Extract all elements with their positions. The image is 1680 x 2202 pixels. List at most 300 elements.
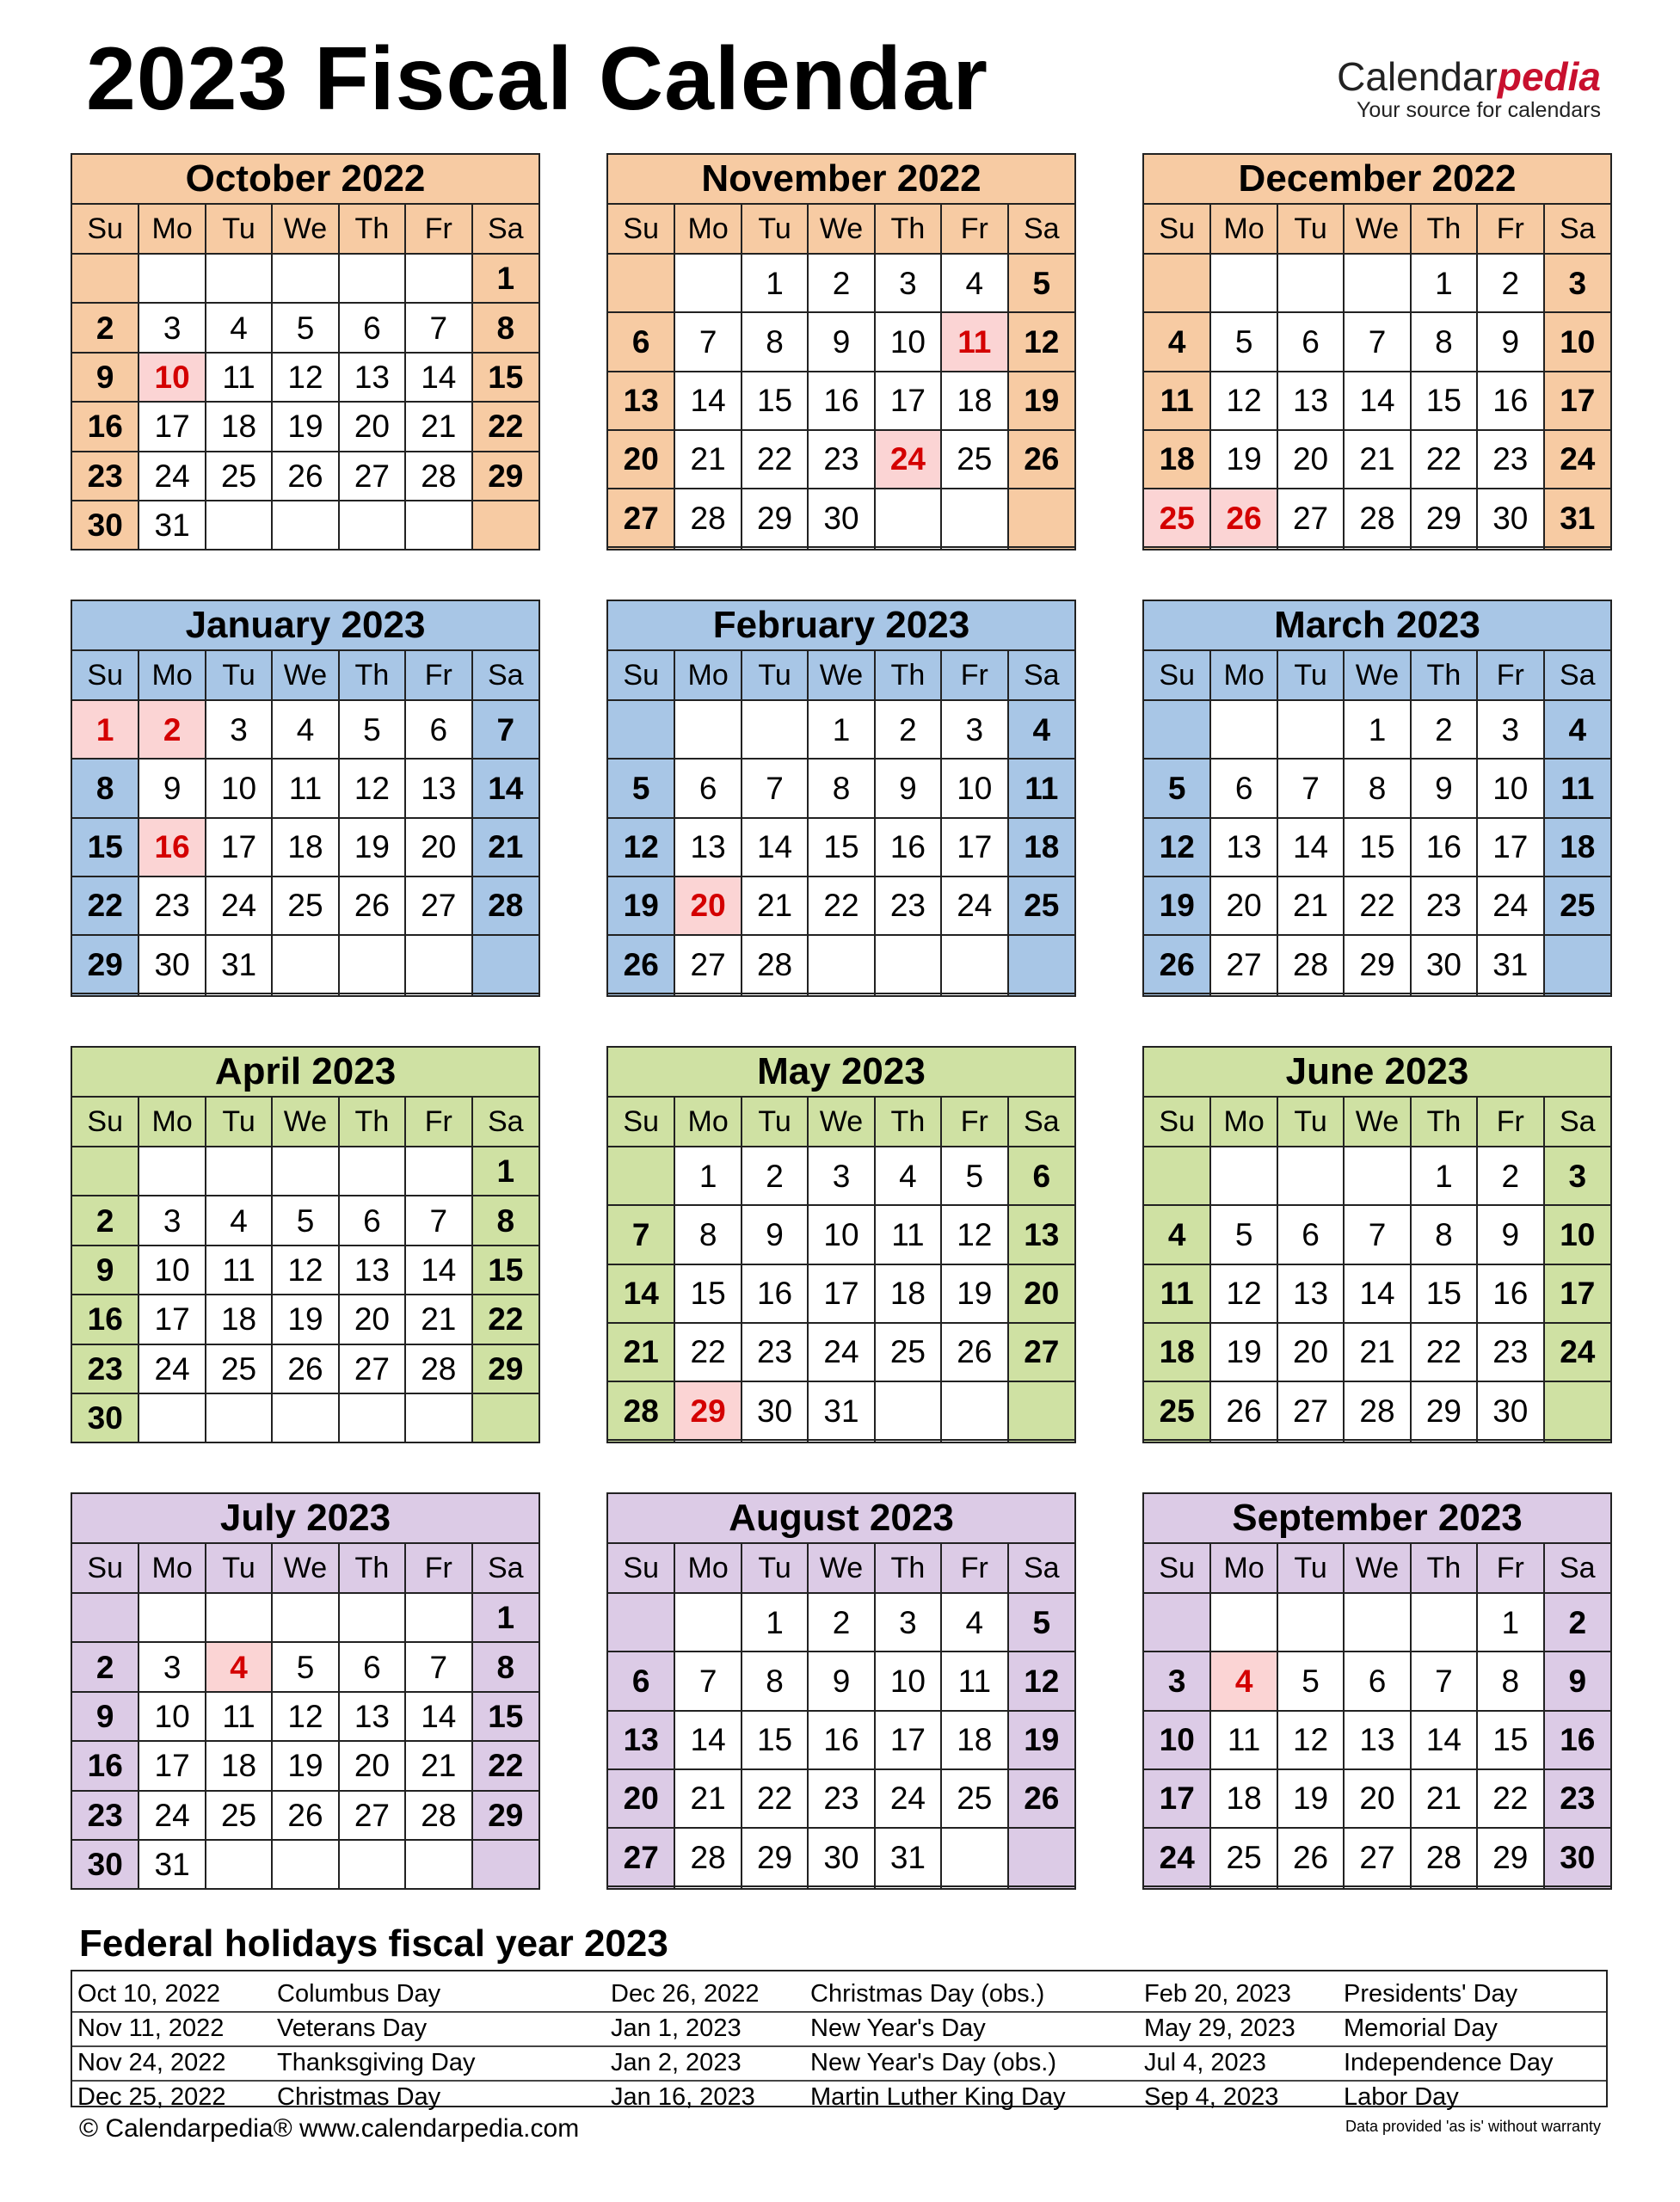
empty-day-cell [742, 1440, 808, 1442]
day-cell: 21 [742, 876, 808, 935]
day-cell: 1 [1344, 700, 1410, 759]
day-cell: 21 [1277, 876, 1344, 935]
empty-day-cell [1477, 1440, 1543, 1442]
day-cell: 28 [742, 935, 808, 993]
day-cell: 29 [742, 1828, 808, 1886]
empty-day-cell [1008, 993, 1074, 995]
day-cell: 7 [674, 312, 741, 371]
holiday-name: Independence Day [1344, 2049, 1554, 2076]
weekday-header: Th [875, 204, 941, 254]
empty-day-cell [206, 1593, 272, 1642]
weekday-header: Th [339, 1097, 405, 1147]
day-cell: 15 [742, 1711, 808, 1769]
day-cell: 26 [941, 1323, 1007, 1381]
empty-day-cell [1008, 1440, 1074, 1442]
day-cell: 13 [1277, 1264, 1344, 1323]
weekday-header: Mo [674, 650, 741, 700]
day-cell: 20 [1277, 430, 1344, 489]
day-cell: 12 [1277, 1711, 1344, 1769]
holiday-date: Jul 4, 2023 [1144, 2049, 1266, 2076]
day-cell: 5 [272, 1642, 338, 1691]
day-cell: 4 [1144, 1205, 1210, 1264]
day-cell: 14 [608, 1264, 674, 1323]
day-cell: 10 [138, 1246, 205, 1295]
day-cell: 9 [72, 1246, 138, 1295]
day-cell: 2 [1477, 1147, 1543, 1205]
empty-day-cell [1411, 547, 1477, 549]
day-cell: 15 [472, 1246, 538, 1295]
day-cell: 20 [339, 1741, 405, 1790]
day-cell: 1 [1411, 254, 1477, 312]
day-cell: 13 [1277, 372, 1344, 430]
day-cell: 25 [941, 1769, 1007, 1828]
empty-day-cell [1544, 993, 1610, 995]
day-cell: 16 [72, 1741, 138, 1790]
empty-day-cell [941, 1828, 1007, 1886]
month-name: March 2023 [1144, 601, 1610, 650]
weekday-header: Sa [1008, 1097, 1074, 1147]
weekday-header: Tu [742, 1097, 808, 1147]
day-cell: 6 [1277, 1205, 1344, 1264]
holiday-name: Columbus Day [277, 1980, 441, 2008]
empty-day-cell [138, 993, 205, 995]
holiday-name: Presidents' Day [1344, 1980, 1518, 2008]
empty-day-cell [875, 1440, 941, 1442]
day-cell: 22 [472, 1295, 538, 1344]
day-cell: 24 [138, 1791, 205, 1840]
weekday-header: Sa [1544, 204, 1610, 254]
empty-day-cell [1008, 935, 1074, 993]
day-cell: 16 [1411, 818, 1477, 876]
month-name: June 2023 [1144, 1048, 1610, 1097]
day-cell: 4 [1144, 312, 1210, 371]
day-cell: 27 [1277, 1381, 1344, 1440]
holiday-name: New Year's Day (obs.) [810, 2049, 1056, 2076]
day-cell: 19 [1210, 1323, 1277, 1381]
empty-day-cell [808, 993, 874, 995]
day-cell: 4 [206, 303, 272, 352]
empty-day-cell [272, 1147, 338, 1196]
weekday-header: Mo [674, 1543, 741, 1593]
day-cell: 28 [1411, 1828, 1477, 1886]
day-cell: 10 [1477, 759, 1543, 817]
holiday-date: Jan 16, 2023 [611, 2083, 755, 2111]
weekday-header: Sa [1008, 650, 1074, 700]
day-cell: 27 [339, 1344, 405, 1393]
day-cell: 9 [1411, 759, 1477, 817]
day-cell: 11 [1144, 372, 1210, 430]
day-cell: 6 [339, 1196, 405, 1245]
day-cell: 10 [875, 1652, 941, 1710]
day-cell: 10 [1144, 1711, 1210, 1769]
empty-day-cell [674, 1593, 741, 1652]
empty-day-cell [941, 935, 1007, 993]
day-cell: 25 [1008, 876, 1074, 935]
empty-day-cell [1344, 547, 1410, 549]
day-cell: 13 [1008, 1205, 1074, 1264]
empty-day-cell [272, 501, 338, 549]
day-cell: 20 [1277, 1323, 1344, 1381]
day-cell: 6 [608, 1652, 674, 1710]
day-cell: 4 [1544, 700, 1610, 759]
weekday-header: Tu [742, 1543, 808, 1593]
empty-day-cell [674, 254, 741, 312]
day-cell: 8 [742, 1652, 808, 1710]
holiday-row [77, 2080, 594, 2114]
day-cell: 19 [941, 1264, 1007, 1323]
day-cell: 31 [808, 1381, 874, 1440]
day-cell: 20 [339, 402, 405, 451]
empty-day-cell [138, 1147, 205, 1196]
day-cell: 1 [472, 254, 538, 303]
day-cell: 20 [1344, 1769, 1410, 1828]
day-cell: 24 [808, 1323, 874, 1381]
day-cell: 5 [1210, 312, 1277, 371]
day-cell: 16 [1477, 372, 1543, 430]
weekday-header: Tu [206, 1543, 272, 1593]
day-cell: 16 [742, 1264, 808, 1323]
day-cell: 16 [72, 1295, 138, 1344]
weekday-header: Mo [1210, 650, 1277, 700]
day-cell: 7 [742, 759, 808, 817]
day-cell: 29 [72, 935, 138, 993]
holiday-day-cell: 10 [138, 353, 205, 402]
day-cell: 9 [138, 759, 205, 817]
day-cell: 14 [1344, 1264, 1410, 1323]
day-cell: 17 [1477, 818, 1543, 876]
month-calendar [606, 1492, 1076, 1890]
month-calendar [606, 1046, 1076, 1443]
day-cell: 8 [674, 1205, 741, 1264]
day-cell: 8 [742, 312, 808, 371]
day-cell: 15 [1411, 372, 1477, 430]
day-cell: 3 [138, 1642, 205, 1691]
day-cell: 28 [1344, 1381, 1410, 1440]
day-cell: 27 [608, 489, 674, 547]
weekday-header: Mo [1210, 1097, 1277, 1147]
day-cell: 5 [941, 1147, 1007, 1205]
day-cell: 19 [608, 876, 674, 935]
day-cell: 5 [1210, 1205, 1277, 1264]
month-name: April 2023 [72, 1048, 538, 1097]
weekday-header: We [808, 1097, 874, 1147]
month-calendar [71, 600, 540, 997]
empty-day-cell [1544, 1886, 1610, 1888]
day-cell: 3 [941, 700, 1007, 759]
day-cell: 29 [472, 452, 538, 501]
empty-day-cell [941, 1381, 1007, 1440]
weekday-header: Th [875, 1543, 941, 1593]
day-cell: 16 [875, 818, 941, 876]
month-calendar [71, 1046, 540, 1443]
empty-day-cell [1544, 1440, 1610, 1442]
day-cell: 31 [138, 501, 205, 549]
empty-day-cell [608, 1440, 674, 1442]
weekday-header: Th [339, 650, 405, 700]
day-cell: 1 [742, 254, 808, 312]
day-cell: 29 [1411, 1381, 1477, 1440]
holiday-date: Jan 2, 2023 [611, 2049, 742, 2076]
weekday-header: Su [1144, 650, 1210, 700]
day-cell: 24 [875, 1769, 941, 1828]
weekday-header: Mo [1210, 1543, 1277, 1593]
weekday-header: Tu [1277, 1543, 1344, 1593]
day-cell: 4 [941, 254, 1007, 312]
day-cell: 22 [808, 876, 874, 935]
day-cell: 13 [339, 1692, 405, 1741]
day-cell: 17 [1544, 372, 1610, 430]
day-cell: 11 [1008, 759, 1074, 817]
day-cell: 7 [1277, 759, 1344, 817]
day-cell: 11 [206, 1246, 272, 1295]
day-cell: 6 [1210, 759, 1277, 817]
day-cell: 4 [1008, 700, 1074, 759]
holiday-date: Feb 20, 2023 [1144, 1980, 1291, 2008]
day-cell: 27 [674, 935, 741, 993]
day-cell: 28 [405, 452, 471, 501]
day-cell: 16 [72, 402, 138, 451]
day-cell: 19 [1144, 876, 1210, 935]
day-cell: 17 [875, 372, 941, 430]
day-cell: 23 [72, 452, 138, 501]
empty-day-cell [875, 1886, 941, 1888]
empty-day-cell [1144, 1147, 1210, 1205]
day-cell: 22 [1477, 1769, 1543, 1828]
empty-day-cell [1277, 993, 1344, 995]
holiday-date: Dec 26, 2022 [611, 1980, 760, 2008]
day-cell: 18 [206, 1295, 272, 1344]
holiday-name: Martin Luther King Day [810, 2083, 1066, 2111]
empty-day-cell [1344, 1147, 1410, 1205]
empty-day-cell [206, 1840, 272, 1888]
day-cell: 18 [1144, 430, 1210, 489]
day-cell: 21 [405, 1741, 471, 1790]
page-title: 2023 Fiscal Calendar [86, 29, 989, 129]
day-cell: 15 [72, 818, 138, 876]
holiday-row [611, 2011, 1127, 2045]
empty-day-cell [1277, 1593, 1344, 1652]
empty-day-cell [206, 993, 272, 995]
day-cell: 21 [1344, 1323, 1410, 1381]
day-cell: 30 [72, 1393, 138, 1442]
holiday-row [1144, 2011, 1660, 2045]
day-cell: 2 [808, 254, 874, 312]
empty-day-cell [608, 1147, 674, 1205]
empty-day-cell [1008, 1381, 1074, 1440]
day-cell: 22 [1344, 876, 1410, 935]
day-cell: 15 [674, 1264, 741, 1323]
empty-day-cell [608, 547, 674, 549]
empty-day-cell [138, 1393, 205, 1442]
footer-copyright[interactable]: © Calendarpedia® www.calendarpedia.com [79, 2114, 580, 2143]
day-cell: 9 [742, 1205, 808, 1264]
day-cell: 15 [472, 1692, 538, 1741]
month-calendar [1142, 600, 1612, 997]
holiday-day-cell: 16 [138, 818, 205, 876]
day-cell: 17 [1544, 1264, 1610, 1323]
day-cell: 25 [272, 876, 338, 935]
day-cell: 22 [472, 1741, 538, 1790]
day-cell: 9 [72, 1692, 138, 1741]
month-name: January 2023 [72, 601, 538, 650]
holiday-date: Oct 10, 2022 [77, 1980, 221, 2008]
day-cell: 7 [608, 1205, 674, 1264]
holiday-row [1144, 1977, 1660, 2011]
empty-day-cell [72, 1147, 138, 1196]
holidays-column [77, 1977, 594, 2114]
day-cell: 14 [674, 1711, 741, 1769]
empty-day-cell [405, 254, 471, 303]
weekday-header: Sa [1008, 1543, 1074, 1593]
weekday-header: Tu [206, 204, 272, 254]
holidays-title: Federal holidays fiscal year 2023 [79, 1922, 668, 1965]
month-name: August 2023 [608, 1494, 1074, 1543]
day-cell: 17 [941, 818, 1007, 876]
empty-day-cell [472, 1393, 538, 1442]
day-cell: 16 [1544, 1711, 1610, 1769]
day-cell: 16 [808, 1711, 874, 1769]
day-cell: 10 [875, 312, 941, 371]
empty-day-cell [1210, 1593, 1277, 1652]
day-cell: 19 [272, 1295, 338, 1344]
day-cell: 18 [941, 1711, 1007, 1769]
day-cell: 7 [405, 1642, 471, 1691]
holiday-date: Dec 25, 2022 [77, 2083, 226, 2111]
day-cell: 23 [1477, 430, 1543, 489]
day-cell: 5 [1277, 1652, 1344, 1710]
empty-day-cell [1344, 1593, 1410, 1652]
empty-day-cell [472, 1840, 538, 1888]
weekday-header: Th [1411, 204, 1477, 254]
day-cell: 30 [72, 501, 138, 549]
day-cell: 10 [1544, 1205, 1610, 1264]
empty-day-cell [1344, 993, 1410, 995]
day-cell: 18 [1210, 1769, 1277, 1828]
holiday-day-cell: 4 [206, 1642, 272, 1691]
holiday-date: Sep 4, 2023 [1144, 2083, 1279, 2111]
empty-day-cell [1210, 1440, 1277, 1442]
day-cell: 14 [1277, 818, 1344, 876]
day-cell: 12 [1008, 312, 1074, 371]
weekday-header: We [272, 204, 338, 254]
empty-day-cell [674, 1886, 741, 1888]
day-cell: 21 [1344, 430, 1410, 489]
day-cell: 22 [742, 1769, 808, 1828]
day-cell: 13 [339, 353, 405, 402]
day-cell: 11 [1544, 759, 1610, 817]
day-cell: 11 [1144, 1264, 1210, 1323]
day-cell: 29 [742, 489, 808, 547]
empty-day-cell [272, 254, 338, 303]
weekday-header: Th [1411, 1097, 1477, 1147]
empty-day-cell [1344, 1886, 1410, 1888]
day-cell: 29 [472, 1344, 538, 1393]
day-cell: 3 [206, 700, 272, 759]
weekday-header: Th [875, 1097, 941, 1147]
day-cell: 9 [1477, 1205, 1543, 1264]
month-calendar [1142, 1046, 1612, 1443]
day-cell: 28 [1344, 489, 1410, 547]
weekday-header: Su [72, 650, 138, 700]
day-cell: 30 [808, 489, 874, 547]
day-cell: 15 [742, 372, 808, 430]
day-cell: 22 [1411, 1323, 1477, 1381]
day-cell: 4 [272, 700, 338, 759]
weekday-header: Su [608, 1543, 674, 1593]
empty-day-cell [742, 547, 808, 549]
empty-day-cell [138, 1593, 205, 1642]
day-cell: 9 [808, 312, 874, 371]
holiday-name: Memorial Day [1344, 2014, 1498, 2042]
day-cell: 27 [339, 452, 405, 501]
day-cell: 25 [875, 1323, 941, 1381]
weekday-header: Fr [405, 1097, 471, 1147]
empty-day-cell [1210, 1147, 1277, 1205]
day-cell: 17 [138, 1741, 205, 1790]
day-cell: 24 [1544, 430, 1610, 489]
day-cell: 30 [138, 935, 205, 993]
day-cell: 3 [875, 1593, 941, 1652]
weekday-header: Fr [405, 650, 471, 700]
weekday-header: Th [339, 1543, 405, 1593]
day-cell: 11 [875, 1205, 941, 1264]
empty-day-cell [1544, 547, 1610, 549]
day-cell: 13 [674, 818, 741, 876]
day-cell: 27 [1277, 489, 1344, 547]
weekday-header: Fr [1477, 1097, 1543, 1147]
day-cell: 8 [472, 1642, 538, 1691]
day-cell: 20 [339, 1295, 405, 1344]
weekday-header: Fr [405, 1543, 471, 1593]
day-cell: 23 [808, 430, 874, 489]
day-cell: 23 [138, 876, 205, 935]
empty-day-cell [674, 1440, 741, 1442]
empty-day-cell [72, 254, 138, 303]
day-cell: 9 [875, 759, 941, 817]
empty-day-cell [1144, 993, 1210, 995]
day-cell: 25 [1544, 876, 1610, 935]
day-cell: 5 [608, 759, 674, 817]
day-cell: 23 [1411, 876, 1477, 935]
weekday-header: Su [72, 1097, 138, 1147]
day-cell: 12 [272, 1246, 338, 1295]
empty-day-cell [608, 993, 674, 995]
day-cell: 6 [339, 1642, 405, 1691]
day-cell: 20 [1210, 876, 1277, 935]
weekday-header: Mo [138, 650, 205, 700]
weekday-header: We [1344, 1097, 1410, 1147]
day-cell: 1 [1477, 1593, 1543, 1652]
day-cell: 26 [272, 1344, 338, 1393]
empty-day-cell [742, 1886, 808, 1888]
empty-day-cell [1210, 993, 1277, 995]
empty-day-cell [674, 700, 741, 759]
day-cell: 31 [875, 1828, 941, 1886]
month-name: September 2023 [1144, 1494, 1610, 1543]
empty-day-cell [472, 501, 538, 549]
day-cell: 4 [875, 1147, 941, 1205]
day-cell: 20 [608, 430, 674, 489]
day-cell: 9 [72, 353, 138, 402]
day-cell: 20 [608, 1769, 674, 1828]
empty-day-cell [1477, 1886, 1543, 1888]
empty-day-cell [339, 501, 405, 549]
day-cell: 10 [1544, 312, 1610, 371]
day-cell: 19 [339, 818, 405, 876]
month-calendar [1142, 1492, 1612, 1890]
month-calendar [606, 600, 1076, 997]
weekday-header: Th [1411, 1543, 1477, 1593]
